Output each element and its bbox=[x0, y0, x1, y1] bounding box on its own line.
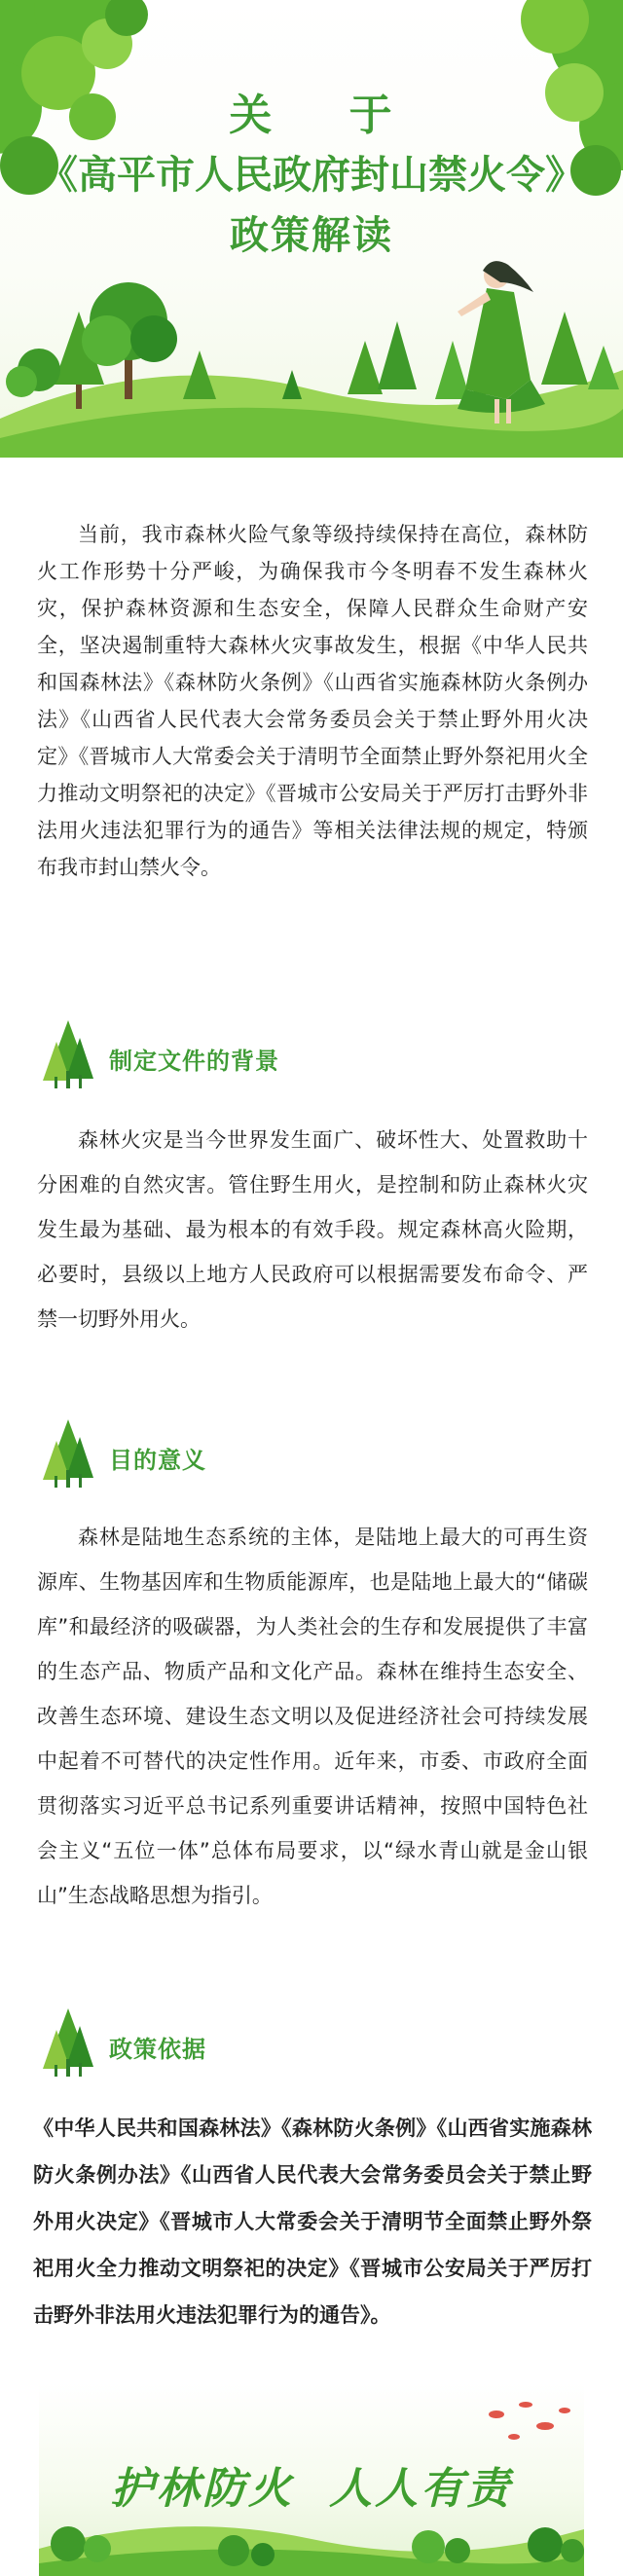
section-heading-significance bbox=[39, 1412, 428, 1490]
title-line-2: 《高平市人民政府封山禁火令》 bbox=[39, 152, 584, 198]
slogan-banner bbox=[39, 2383, 584, 2576]
section-title: 制定文件的背景 bbox=[109, 1048, 279, 1075]
red-leaves-decoration bbox=[489, 2402, 570, 2440]
section-text-significance: 森林是陆地生态系统的主体，是陆地上最大的可再生资源库、生物基因库和生物质能源库，也是陆地上最大的“储碳库”和最经济的吸碳器，为人类社会的生存和发展提供了丰富的生态产品、物质产品和文化产品。森林在维持生态安全、改善生态环境、建设生态文明以及促进经济社会可持续发展中起着不可替代的决定性作用。近年来，市委、市政府全面贯彻落实习近平总书记系列重要讲话精神，按照中国特色社会主义“五位一体”总体布局要求，以“绿水青山就是金山银山”生态战略思想为指引。 bbox=[37, 1526, 588, 1907]
tree-icon bbox=[39, 1012, 97, 1090]
title-line-3: 政策解读 bbox=[230, 212, 393, 258]
header-banner bbox=[0, 0, 623, 458]
section-heading-background bbox=[39, 1012, 428, 1090]
tree-icon bbox=[39, 1412, 97, 1490]
section-heading-policy-basis bbox=[39, 2001, 428, 2079]
section-text-policy-basis: 《中华人民共和国森林法》《森林防火条例》《山西省实施森林防火条例办法》《山西省人民代表大会常务委员会关于禁止野外用火决定》《晋城市人大常委会关于清明节全面禁止野外祭祀用火全力推动文明祭祀的决定》《晋城市公安局关于严厉打击野外非法用火违法犯罪行为的通告》。 bbox=[33, 2116, 592, 2327]
section-title: 政策依据 bbox=[109, 2036, 206, 2063]
title-line-1: 关 于 bbox=[229, 91, 394, 140]
section-title: 目的意义 bbox=[109, 1447, 206, 1474]
tree-icon bbox=[39, 2001, 97, 2079]
slogan-text: 护林防火 人人有责 bbox=[110, 2464, 513, 2514]
section-text-background: 森林火灾是当今世界发生面广、破坏性大、处置救助十分困难的自然灾害。管住野生用火，是控制和防止森林火灾发生最为基础、最为根本的有效手段。规定森林高火险期，必要时，县级以上地方人民政府可以根据需要发布命令、严禁一切野外用火。 bbox=[37, 1128, 588, 1331]
intro-paragraph: 当前，我市森林火险气象等级持续保持在高位，森林防火工作形势十分严峻，为确保我市今冬明春不发生森林火灾，保护森林资源和生态安全，保障人民群众生命财产安全，坚决遏制重特大森林火灾事故发生，根据《中华人民共和国森林法》《森林防火条例》《山西省实施森林防火条例办法》《山西省人民代表大会常务委员会关于禁止野外用火决定》《晋城市人大常委会关于清明节全面禁止野外祭祀用火全力推动文明祭祀的决定》《晋城市公安局关于严厉打击野外非法用火违法犯罪行为的通告》等相关法律法规的规定，特颁布我市封山禁火令。 bbox=[37, 523, 588, 879]
girl-figure bbox=[458, 261, 545, 423]
